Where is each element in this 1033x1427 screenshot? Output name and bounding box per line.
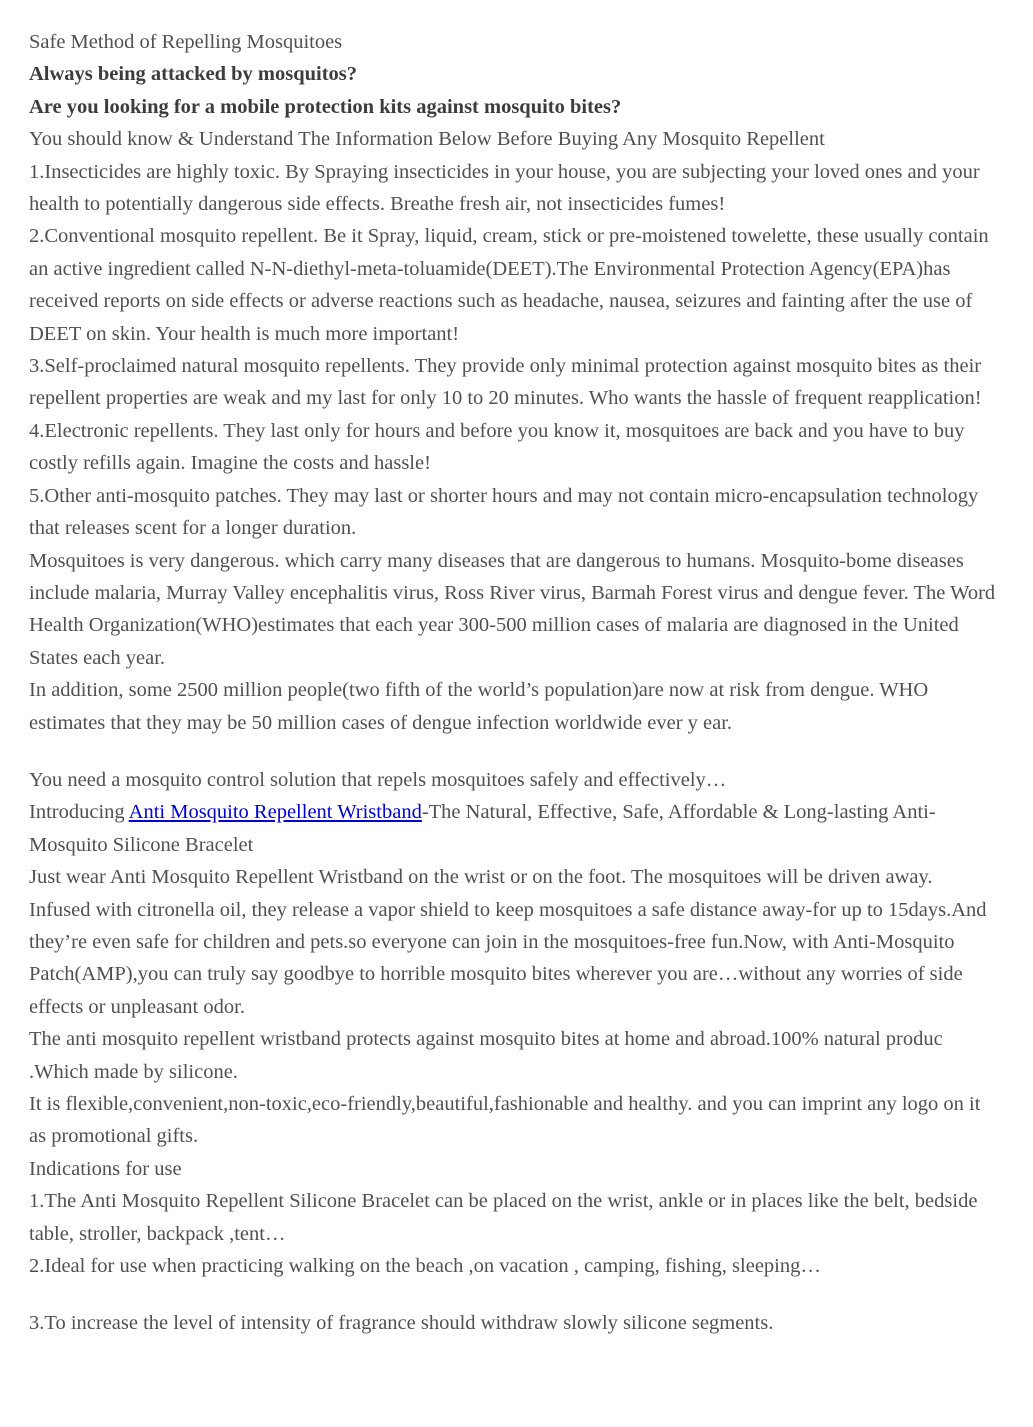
headline-protection-kits: Are you looking for a mobile protection kits against mosquito bites? xyxy=(29,95,622,118)
solution-line: You need a mosquito control solution that repels mosquitoes safely and effectively… xyxy=(29,768,727,791)
point-natural-repellents: 3.Self-proclaimed natural mosquito repellents. They provide only minimal protection against mosquito bites as their repellent properties are weak and my last for only 10 to 20 minutes. Who wants the hassle of frequent reapplication! xyxy=(29,355,982,410)
document-body xyxy=(29,26,997,1340)
flexible-paragraph: It is flexible,convenient,non-toxic,eco-friendly,beautiful,fashionable and healthy. and you can imprint any logo on it as promotional gifts. xyxy=(29,1093,981,1148)
indications-heading: Indications for use xyxy=(29,1157,182,1180)
introducing-prefix: Introducing xyxy=(29,801,129,824)
indication-item: 3.To increase the level of intensity of fragrance should withdraw slowly silicone segments. xyxy=(29,1312,774,1335)
indication-item: 1.The Anti Mosquito Repellent Silicone Bracelet can be placed on the wrist, ankle or in places like the belt, bedside table, stroller, backpack ,tent… xyxy=(29,1190,978,1245)
protects-paragraph: The anti mosquito repellent wristband protects against mosquito bites at home and abroad.100% natural produc .Which made by silicone. xyxy=(29,1028,943,1083)
headline-attacked: Always being attacked by mosquitos? xyxy=(29,63,358,86)
danger-paragraph: Mosquitoes is very dangerous. which carry many diseases that are dangerous to humans. Mosquito-bome diseases include malaria, Murray Valley encephalitis virus, Ross River virus, Barmah Forest virus and dengue fever. The Word Health Organization(WHO)estimates that each year 300-500 million cases of malaria are diagnosed in the United States each year. xyxy=(29,549,996,669)
indication-item: 2.Ideal for use when practicing walking on the beach ,on vacation , camping, fishing, sleeping… xyxy=(29,1255,821,1278)
intro-line: You should know & Understand The Information Below Before Buying Any Mosquito Repellent xyxy=(29,128,825,151)
point-electronic-repellents: 4.Electronic repellents. They last only for hours and before you know it, mosquitoes are back and you have to buy costly refills again. Imagine the costs and hassle! xyxy=(29,419,965,475)
point-insecticides: 1.Insecticides are highly toxic. By Spraying insecticides in your house, you are subjecting your loved ones and your health to potentially dangerous side effects. Breathe fresh air, not insecticides fumes! xyxy=(29,160,980,216)
introducing-suffix: -The Natural, Effective, Safe, Affordable & Long-lasting Anti-Mosquito Silicone Bracelet xyxy=(29,801,936,856)
document-title: Safe Method of Repelling Mosquitoes xyxy=(29,31,343,53)
point-other-patches: 5.Other anti-mosquito patches. They may last or shorter hours and may not contain micro-encapsulation technology that releases scent for a longer duration. xyxy=(29,484,979,540)
dengue-paragraph: In addition, some 2500 million people(two fifth of the world’s population)are now at risk from dengue. WHO estimates that they may be 50 million cases of dengue infection worldwide ever y ear. xyxy=(29,679,929,734)
wristband-link[interactable]: Anti Mosquito Repellent Wristband xyxy=(128,801,422,824)
introducing-paragraph xyxy=(29,796,997,861)
point-conventional-repellent: 2.Conventional mosquito repellent. Be it Spray, liquid, cream, stick or pre-moistened towelette, these usually contain an active ingredient called N-N-diethyl-meta-toluamide(DEET).The Environmental Protection Agency(EPA)has received reports on side effects or adverse reactions such as headache, nausea, seizures and fainting after the use of DEET on skin. Your health is much more important! xyxy=(29,225,989,345)
wear-paragraph: Just wear Anti Mosquito Repellent Wristband on the wrist or on the foot. The mosquitoes will be driven away. Infused with citronella oil, they release a vapor shield to keep mosquitoes a safe distance away-for up to 15days.And they’re even safe for children and pets.so everyone can join in the mosquitoes-free fun.Now, with Anti-Mosquito Patch(AMP),you can truly say goodbye to horrible mosquito bites wherever you are…without any worries of side effects or unpleasant odor. xyxy=(29,866,987,1018)
